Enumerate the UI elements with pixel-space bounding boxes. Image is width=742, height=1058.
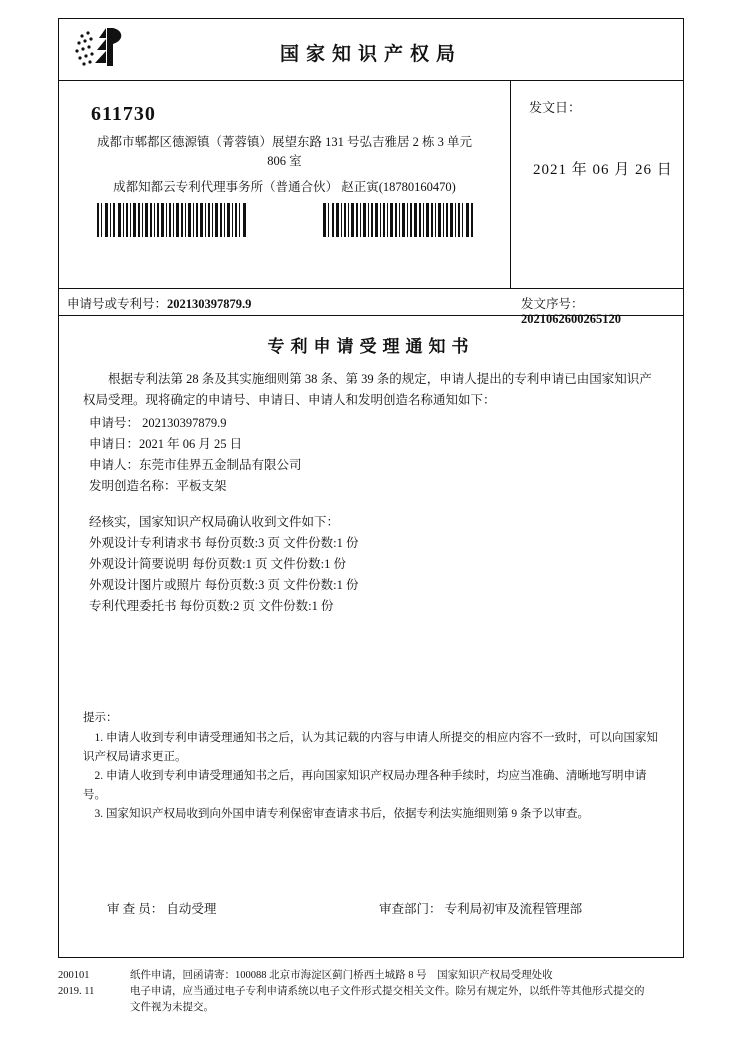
examiner-label: 审 查 员： <box>107 902 164 916</box>
footer-code-1: 200101 <box>58 970 90 981</box>
note-item-1: 1. 申请人收到专利申请受理通知书之后，认为其记载的内容与申请人所提交的相应内容不一致时，可以向国家知识产权局请求更正。 <box>83 732 658 763</box>
received-doc-3: 外观设计图片或照片 每份页数:3 页 文件份数:1 份 <box>89 578 359 592</box>
serial-number-label: 发文序号： <box>521 297 584 311</box>
footer-codes <box>58 968 128 1000</box>
address-row <box>59 81 683 289</box>
received-doc-4: 专利代理委托书 每份页数:2 页 文件份数:1 份 <box>89 599 334 613</box>
note-item-3: 3. 国家知识产权局收到向外国申请专利保密审查请求书后，依据专利法实施细则第 9 条予以审查。 <box>94 808 589 820</box>
document-header <box>59 19 683 81</box>
field-application-number: 申请号： 202130397879.9 <box>89 416 227 430</box>
confirm-line: 经核实，国家知识产权局确认收到文件如下： <box>89 515 340 529</box>
document-title: 专利申请受理通知书 <box>267 337 475 356</box>
application-number-label: 申请号或专利号： <box>67 297 168 311</box>
field-applicant: 申请人：东莞市佳界五金制品有限公司 <box>89 458 302 472</box>
department-label: 审查部门： <box>379 902 442 916</box>
dispatch-block <box>511 81 683 288</box>
spacer <box>83 497 659 512</box>
barcode-group <box>59 203 511 237</box>
note-item-2: 2. 申请人收到专利申请受理通知书之后，再向国家知识产权局办理各种手续时，均应当准确、清晰地写明申请号。 <box>83 770 647 801</box>
agent-line: 成都知都云专利代理事务所（普通合伙） 赵正寅(18780160470) <box>113 180 456 194</box>
notice-frame <box>58 18 684 958</box>
barcode-dispatch-serial <box>323 203 473 237</box>
dispatch-date-label: 发文日： <box>529 100 582 115</box>
field-application-date: 申请日：2021 年 06 月 25 日 <box>89 437 243 451</box>
notes-title: 提示： <box>83 712 118 724</box>
serial-number-cell <box>511 294 683 327</box>
received-doc-2: 外观设计简要说明 每份页数:1 页 文件份数:1 份 <box>89 557 346 571</box>
document-footer <box>58 968 684 1016</box>
postcode: 611730 <box>91 103 156 125</box>
footer-line-2: 电子申请，应当通过电子专利申请系统以电子文件形式提交相关文件。除另有规定外，以纸件等其他形式提交的 <box>130 986 645 997</box>
serial-number-value: 2021062600265120 <box>521 312 621 326</box>
dispatch-date-value: 2021 年 06 月 26 日 <box>533 162 673 178</box>
barcode-application-number <box>97 203 247 237</box>
received-doc-1: 外观设计专利请求书 每份页数:3 页 文件份数:1 份 <box>89 536 359 550</box>
examiner-value: 自动受理 <box>166 902 217 916</box>
office-title: 国家知识产权局 <box>279 44 462 65</box>
department-field <box>379 899 582 917</box>
addressee-block <box>59 81 511 288</box>
footer-text <box>130 968 684 1016</box>
footer-code-2: 2019. 11 <box>58 986 95 997</box>
application-number-value: 202130397879.9 <box>167 297 252 311</box>
number-row <box>59 289 683 326</box>
field-invention-title: 发明创造名称：平板支架 <box>89 479 227 493</box>
footer-line-3: 文件视为未提交。 <box>130 1002 214 1013</box>
address-line-2: 806 室 <box>267 154 302 168</box>
examiner-field <box>107 899 216 917</box>
document-body <box>59 369 683 617</box>
footer-line-1: 纸件申请，回函请寄：100088 北京市海淀区蓟门桥西土城路 8 号 国家知识产权局受理处收 <box>130 970 553 981</box>
application-number-cell <box>67 294 251 312</box>
department-value: 专利局初审及流程管理部 <box>444 902 583 916</box>
intro-paragraph: 根据专利法第 28 条及其实施细则第 38 条、第 39 条的规定，申请人提出的专利申请已由国家知识产权局受理。现将确定的申请号、申请日、申请人和发明创造名称通知如下： <box>83 372 652 407</box>
address-line-1: 成都市郫都区德源镇（菁蓉镇）展望东路 131 号弘吉雅居 2 栋 3 单元 <box>96 135 472 149</box>
notes-block <box>83 709 659 824</box>
